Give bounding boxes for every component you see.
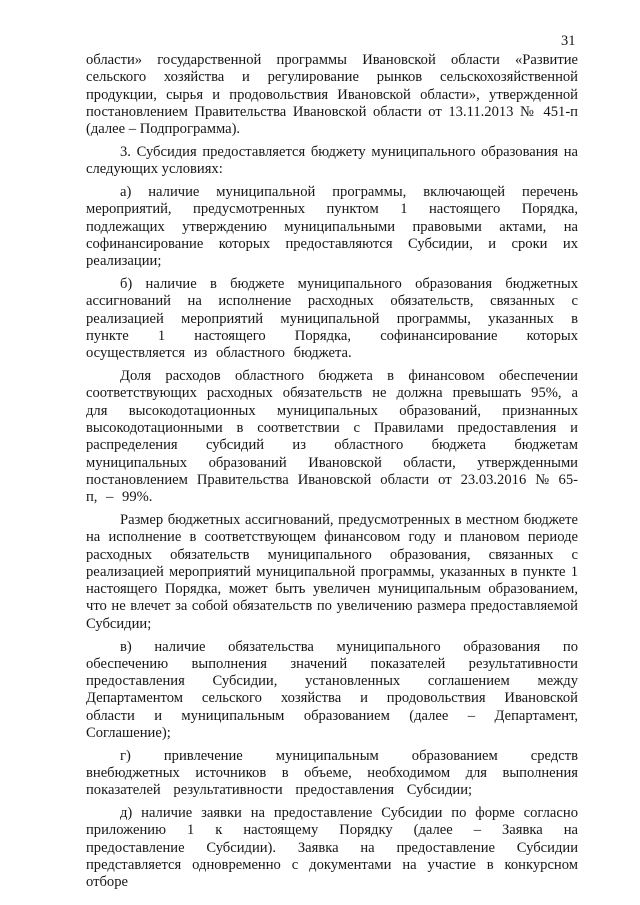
page-number: 31 <box>561 33 576 49</box>
paragraph-condition-e: д) наличие заявки на предоставление Субсидии по форме согласно приложению 1 к настоящему Порядку (далее – Заявка на предоставление Субсидии). Заявка на предоставление Субсидии представляется одновременно с документами на участие в конкурсном отборе <box>86 805 578 891</box>
paragraph-condition-c: в) наличие обязательства муниципального образования по обеспечению выполнения значений показателей результативности предоставления Субсидии, установленных соглашением между Департаментом сельского хозяйства и продовольствия Ивановской области и муниципальным образованием (далее – Департамент, Соглашение); <box>86 638 578 741</box>
paragraph-condition-a: а) наличие муниципальной программы, включающей перечень мероприятий, предусмотренных пунктом 1 настоящего Порядка, подлежащих утверждению муниципальными правовыми актами, на софинансирование которых предоставляются Субсидии, и сроки их реализации; <box>86 184 578 270</box>
document-body <box>86 52 578 892</box>
paragraph-condition-d: г) привлечение муниципальным образованием средств внебюджетных источников в объеме, необходимом для выполнения показателей результативности предоставления Субсидии; <box>86 747 578 799</box>
paragraph-budget-allocations: Размер бюджетных ассигнований, предусмотренных в местном бюджете на исполнение в соответствующем финансовом году и плановом периоде расходных обязательств муниципального образования, связанных с реализацией мероприятий муниципальной программы, указанных в пункте 1 настоящего Порядка, может быть увеличен муниципальным образованием, что не влечет за собой обязательств по увеличению размера предоставляемой Субсидии; <box>86 511 578 632</box>
paragraph-condition-b: б) наличие в бюджете муниципального образования бюджетных ассигнований на исполнение расходных обязательств, связанных с реализацией мероприятий муниципальной программы, указанных в пункте 1 настоящего Порядка, софинансирование которых осуществляется из областного бюджета. <box>86 276 578 362</box>
paragraph-clause-3: 3. Субсидия предоставляется бюджету муниципального образования на следующих условиях: <box>86 143 578 178</box>
paragraph-subprogram-ref: области» государственной программы Ивановской области «Развитие сельского хозяйства и регулирование рынков сельскохозяйственной продукции, сырья и продовольствия Ивановской области», утвержденной постановлением Правительства Ивановской области от 13.11.2013 № 451-п (далее – Подпрограмма). <box>86 52 578 138</box>
paragraph-cofinancing-share: Доля расходов областного бюджета в финансовом обеспечении соответствующих расходных обязательств не должна превышать 95%, а для высокодотационных муниципальных образований, признанных высокодотационными в соответствии с Правилами предоставления и распределения субсидий из областного бюджета бюджетам муниципальных образований Ивановской области, утвержденными постановлением Правительства Ивановской области от 23.03.2016 № 65-п, – 99%. <box>86 368 578 506</box>
